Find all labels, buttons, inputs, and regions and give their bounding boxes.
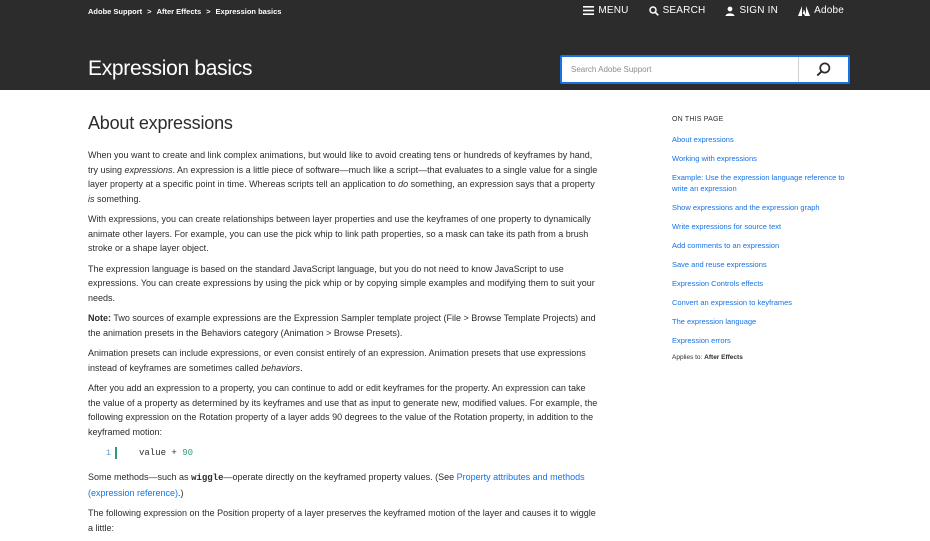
wiggle-code: wiggle [191, 473, 224, 483]
sign-in-label: SIGN IN [739, 5, 779, 16]
toc-link-expression-errors[interactable]: Expression errors [672, 336, 731, 345]
code-gutter-bar [115, 447, 117, 459]
paragraph-relationships: With expressions, you can create relationships between layer properties and use the keyframes of one property to dynamically animate other layers. For example, you can use the pick whip to link path properties, so a mask can take its path from a brush stroke or a shape layer object. [88, 214, 591, 253]
page-title: Expression basics [88, 57, 253, 80]
toc-link-convert-keyframes[interactable]: Convert an expression to keyframes [672, 298, 793, 307]
toc-link-example-reference[interactable]: Example: Use the expression language reference to write an expression [672, 173, 845, 193]
search-icon [816, 62, 831, 77]
toc-link-add-comments[interactable]: Add comments to an expression [672, 241, 780, 250]
search-input[interactable] [562, 57, 798, 82]
menu-label: MENU [598, 5, 629, 16]
top-navigation [583, 5, 844, 16]
search-icon [649, 6, 659, 16]
code-line-number: 1 [105, 448, 111, 458]
breadcrumb-expression-basics[interactable]: Expression basics [215, 7, 282, 16]
search-nav-label: SEARCH [662, 5, 706, 16]
breadcrumb-after-effects[interactable]: After Effects [156, 7, 202, 16]
breadcrumb [88, 7, 281, 16]
applies-to: Applies to: After Effects [672, 354, 743, 361]
search-box [560, 55, 850, 84]
adobe-logo-icon [798, 6, 810, 16]
adobe-home-link[interactable] [798, 5, 844, 16]
section-heading: About expressions [88, 113, 233, 133]
paragraph-language: The expression language is based on the standard JavaScript language, but you do not need to know JavaScript to use expressions. You can create expressions by using the pick whip or by copying simple examples and modifying them to suit your needs. [88, 263, 595, 303]
article-content [88, 113, 598, 541]
toc-title: ON THIS PAGE [672, 116, 724, 123]
adobe-label: Adobe [814, 5, 844, 16]
paragraph-position: The following expression on the Position property of a layer preserves the keyframed motion of the layer and causes it to wiggle a little: [88, 508, 596, 533]
note-text: Two sources of example expressions are the Expression Sampler template project (File > Browse Template Projects) and the animation presets in the Behaviors category (Animation > Browse Presets). [88, 313, 596, 338]
toc-link-expression-language[interactable]: The expression language [672, 317, 757, 326]
property-attributes-link[interactable]: Property attributes and methods (expression reference) [88, 472, 585, 498]
code-line: value + 90 [139, 448, 194, 458]
toc-link-working-with-expressions[interactable]: Working with expressions [672, 154, 757, 163]
toc-link-about-expressions[interactable]: About expressions [672, 135, 734, 144]
breadcrumb-separator: > [147, 7, 152, 16]
toc-link-source-text[interactable]: Write expressions for source text [672, 222, 782, 231]
paragraph-presets: Animation presets can include expressions, or even consist entirely of an expression. Animation presets that use expressions instead of keyframes are sometimes called behaviors. [88, 348, 586, 373]
toc-link-show-expressions[interactable]: Show expressions and the expression graph [672, 203, 820, 212]
paragraph-methods: Some methods—such as wiggle—operate directly on the keyframed property values. (See Property attributes and methods (expression reference).) [88, 472, 585, 498]
code-block [97, 445, 598, 461]
user-icon [725, 6, 735, 16]
toc-link-controls-effects[interactable]: Expression Controls effects [672, 279, 764, 288]
note-label: Note: [88, 313, 111, 323]
site-header [0, 0, 930, 90]
breadcrumb-separator: > [206, 7, 211, 16]
search-submit-button[interactable] [798, 57, 848, 82]
hamburger-icon [583, 6, 594, 15]
breadcrumb-adobe-support[interactable]: Adobe Support [88, 7, 143, 16]
paragraph-intro: When you want to create and link complex animations, but would like to avoid creating tens or hundreds of keyframes by hand, try using expressions. An expression is a little piece of software—much like a script—that evaluates to a single value for a single layer property at a specific point in time. Whereas scripts tell an application to do something, an expression says that a property is something. [88, 150, 598, 204]
toc-link-save-reuse[interactable]: Save and reuse expressions [672, 260, 767, 269]
paragraph-keyframes: After you add an expression to a property, you can continue to add or edit keyframes for the property. An expression can take the value of a property as determined by its keyframes and use that as input to generate new, modified values. For example, the following expression on the Rotation property of a layer adds 90 degrees to the value of the Rotation property, in addition to the keyframed motion: [88, 383, 598, 437]
menu-button[interactable] [583, 5, 628, 16]
table-of-contents [672, 116, 857, 361]
note [88, 311, 598, 340]
search-nav-button[interactable] [649, 5, 706, 16]
sign-in-button[interactable] [725, 5, 778, 16]
